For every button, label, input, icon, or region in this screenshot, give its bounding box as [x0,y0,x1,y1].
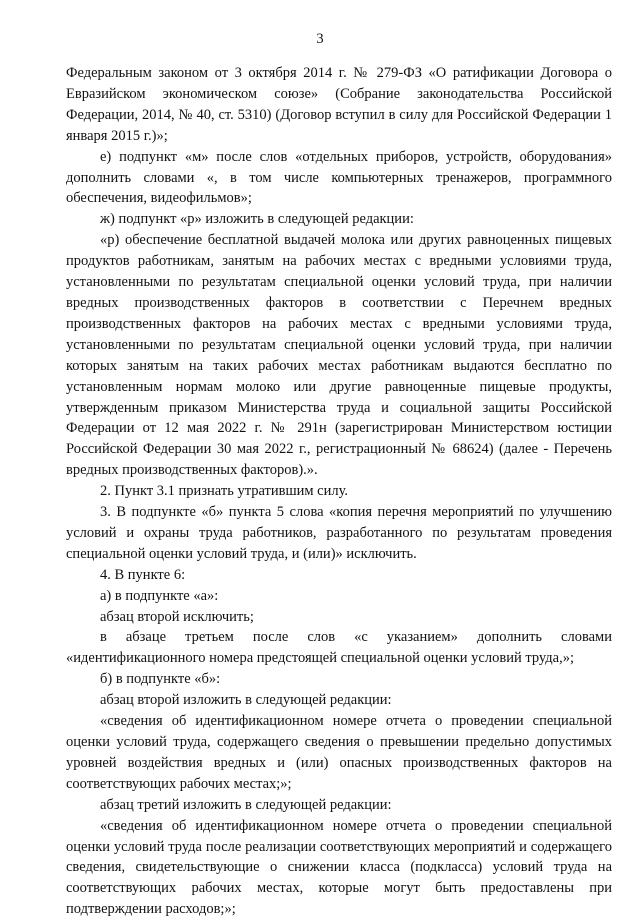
document-body [66,63,612,920]
paragraph: б) в подпункте «б»: [100,671,221,688]
paragraph: 4. В пункте 6: [100,566,186,583]
paragraph: 3. В подпункте «б» пункта 5 слова «копия перечня мероприятий по улучшению условий и охраны труда работников, разработанного по результатам проведения специальной оценки условий труда, и (или)» исключить. [66,504,612,562]
paragraph: а) в подпункте «а»: [100,587,219,604]
paragraph: 2. Пункт 3.1 признать утратившим силу. [100,483,349,500]
paragraph: е) подпункт «м» после слов «отдельных приборов, устройств, оборудования» дополнить словами «, в том числе компьютерных тренажеров, программного обеспечения, видеофильмов»; [66,148,612,207]
page-number: 3 [316,31,324,47]
paragraph: Федеральным законом от 3 октября 2014 г. № 279-ФЗ «О ратификации Договора о Евразийском экономическом союзе» (Собрание законодательства Российской Федерации, 2014, № 40, ст. 5310) (Договор вступил в силу для Российской Федерации 1 января 2015 г.)»; [66,65,612,144]
paragraph: в абзаце третьем после слов «с указанием» дополнить словами «идентификационного номера предстоящей специальной оценки условий труда,»; [66,629,612,667]
paragraph: абзац третий изложить в следующей редакции: [100,796,392,813]
paragraph: абзац второй исключить; [100,608,254,625]
paragraph: «р) обеспечение бесплатной выдачей молока или других равноценных пищевых продуктов работникам, занятым на рабочих местах с вредными условиями труда, установленными по результатам специальной оценки условий труда, при наличии вредных производственных факторов в соответствии с Перечнем вредных производственных факторов на рабочих местах с вредными условиями труда, установленными по результатам специальной оценки условий труда, при наличии которых занятым на таких рабочих местах работникам выдаются бесплатно по установленным нормам молоко или другие равноценные пищевые продукты, утвержденным приказом Министерства труда и социальной защиты Российской Федерации от 12 мая 2022 г. № 291н (зарегистрирован Министерством юстиции Российской Федерации 30 мая 2022 г., регистрационный № 68624) (далее - Перечень вредных производственных факторов).». [66,232,612,479]
paragraph: абзац второй изложить в следующей редакции: [100,692,392,709]
paragraph: «сведения об идентификационном номере отчета о проведении специальной оценки условий труда после реализации соответствующих мероприятий и содержащего сведения, свидетельствующие о снижении класса (подкласса) условий труда на соответствующих рабочих местах, которые могут быть предоставлены при подтверждении расходов;»; [66,817,612,918]
paragraph: ж) подпункт «р» изложить в следующей редакции: [100,211,414,228]
paragraph: «сведения об идентификационном номере отчета о проведении специальной оценки условий труда, содержащего сведения о превышении предельно допустимых уровней воздействия вредных и (или) опасных производственных факторов на соответствующих рабочих местах;»; [66,713,612,792]
